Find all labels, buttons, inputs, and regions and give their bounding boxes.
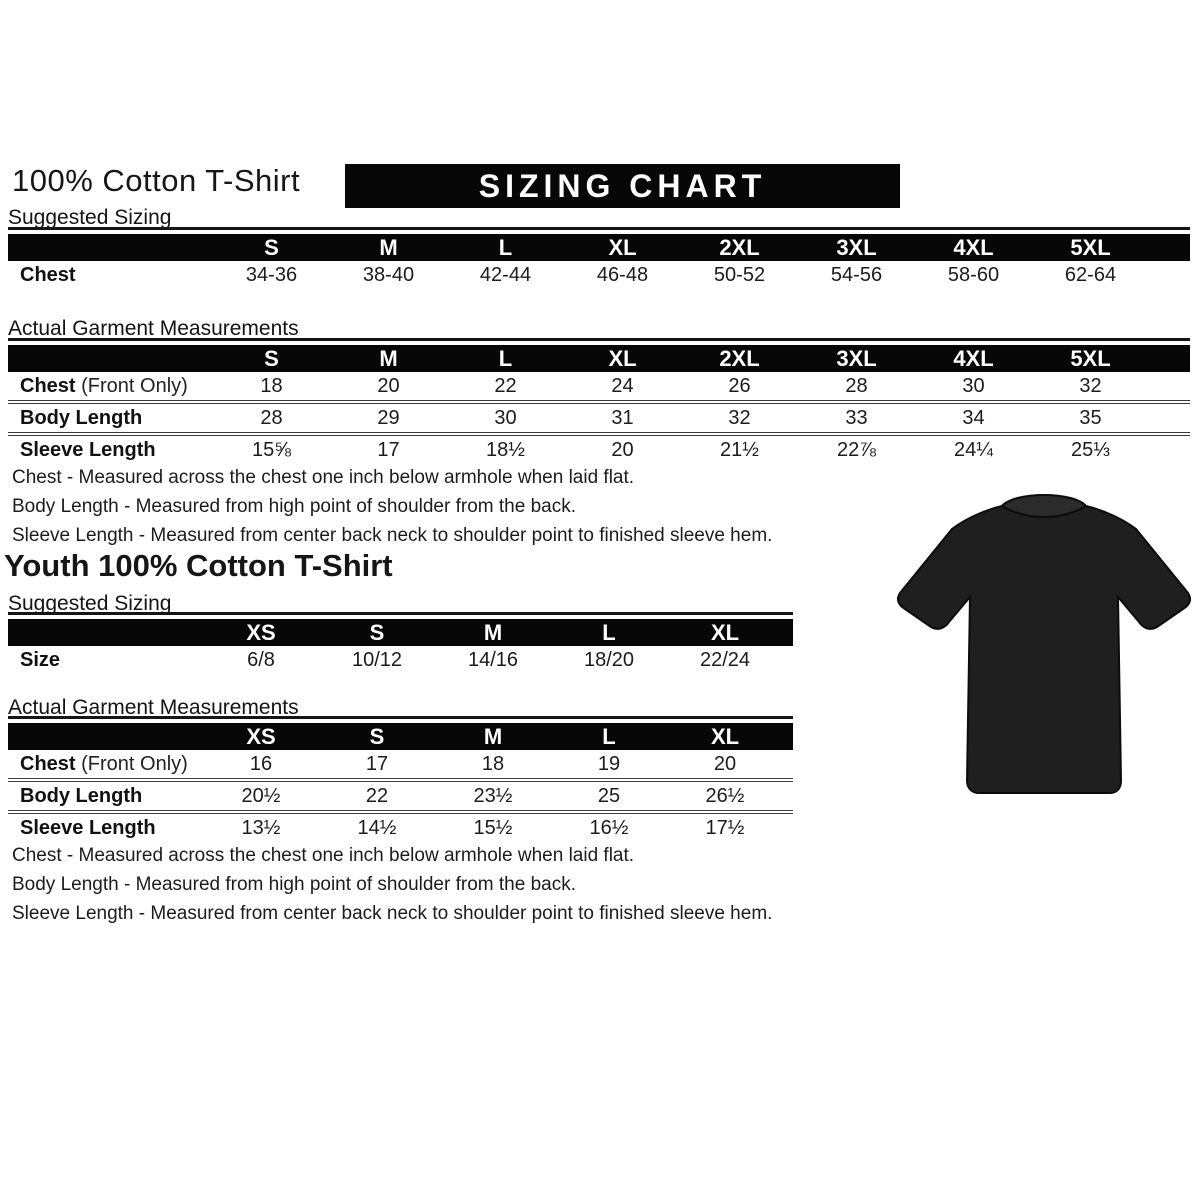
value-cell: 20 (377, 374, 400, 397)
adult-suggested-sizing-label: Suggested Sizing (8, 206, 172, 229)
adult-measurement-notes (12, 463, 772, 550)
size-column-header: S (319, 723, 435, 750)
value-cell: 31 (564, 402, 681, 434)
header-spacer-cell (8, 234, 213, 261)
youth-measurements-table (8, 716, 793, 842)
row-label: Chest (20, 752, 76, 775)
table-row (8, 750, 793, 780)
size-column-header: M (330, 345, 447, 372)
value-cell: 13½ (203, 812, 319, 842)
table-row (8, 646, 793, 674)
size-column-header: S (213, 234, 330, 261)
spacer-cell (783, 812, 793, 842)
row-label-cell (8, 646, 203, 674)
value-cell: 20 (564, 434, 681, 464)
value-cell: 33 (798, 402, 915, 434)
size-column-header: XS (203, 619, 319, 646)
value-cell: 18/20 (583, 648, 635, 671)
value-cell: 28 (845, 374, 868, 397)
header-spacer-cell (783, 619, 793, 646)
value-cell: 20½ (203, 780, 319, 812)
adult-measurements-table (8, 338, 1190, 464)
value-cell: 21½ (681, 434, 798, 464)
size-column-header: 2XL (681, 345, 798, 372)
value-cell: 16½ (551, 812, 667, 842)
note-line: Sleeve Length - Measured from center back neck to shoulder point to finished sleeve hem. (12, 903, 773, 924)
value-cell: 18½ (447, 434, 564, 464)
value-cell: 28 (213, 402, 330, 434)
value-cell: 50-52 (713, 263, 766, 286)
size-column-header: S (213, 345, 330, 372)
header-spacer-cell (8, 619, 203, 646)
spacer-cell (1149, 434, 1190, 464)
size-column-header: L (447, 345, 564, 372)
header-row (8, 619, 793, 646)
header-spacer-cell (8, 345, 213, 372)
size-column-header: XS (203, 723, 319, 750)
row-label-suffix: (Front Only) (75, 752, 188, 775)
sizing-chart-banner-label: SIZING CHART (478, 167, 767, 204)
table (8, 345, 1190, 464)
value-cell: 14/16 (467, 648, 519, 671)
spacer-cell (783, 750, 793, 780)
note-line: Chest - Measured across the chest one inch below armhole when laid flat. (12, 845, 635, 866)
value-cell: 25⅓ (1032, 434, 1149, 464)
tshirt-image (893, 486, 1195, 806)
value-cell: 38-40 (362, 263, 415, 286)
youth-measurements-label: Actual Garment Measurements (8, 696, 299, 719)
youth-suggested-sizing-label: Suggested Sizing (8, 592, 172, 615)
value-cell: 22/24 (699, 648, 751, 671)
value-cell: 17 (330, 434, 447, 464)
value-cell: 6/8 (247, 648, 275, 671)
value-cell: 22⅞ (798, 434, 915, 464)
size-column-header: L (551, 723, 667, 750)
spacer-cell (1149, 261, 1190, 289)
value-cell: 23½ (435, 780, 551, 812)
value-cell: 15⅝ (213, 434, 330, 464)
header-row (8, 345, 1190, 372)
sizing-chart-banner (345, 164, 900, 208)
value-cell: 62-64 (1064, 263, 1117, 286)
table-row (8, 372, 1190, 402)
youth-measurement-notes (12, 841, 772, 928)
note-line: Body Length - Measured from high point of shoulder from the back. (12, 496, 576, 517)
size-column-header: 5XL (1032, 345, 1149, 372)
size-column-header: M (435, 619, 551, 646)
value-cell: 54-56 (830, 263, 883, 286)
size-column-header: 2XL (681, 234, 798, 261)
value-cell: 26 (728, 374, 751, 397)
value-cell: 25 (551, 780, 667, 812)
value-cell: 10/12 (351, 648, 403, 671)
table (8, 619, 793, 674)
value-cell: 17 (365, 752, 389, 775)
size-column-header: XL (667, 619, 783, 646)
note-line: Sleeve Length - Measured from center back neck to shoulder point to finished sleeve hem. (12, 525, 773, 546)
value-cell: 26½ (667, 780, 783, 812)
spacer-cell (783, 780, 793, 812)
value-cell: 20 (713, 752, 737, 775)
youth-suggested-sizing-table (8, 612, 793, 674)
header-spacer-cell (783, 723, 793, 750)
value-cell: 35 (1032, 402, 1149, 434)
row-label: Chest (20, 263, 76, 286)
row-label-cell (8, 812, 203, 842)
value-cell: 34-36 (245, 263, 298, 286)
header-row (8, 723, 793, 750)
row-label-cell (8, 402, 213, 434)
value-cell: 15½ (435, 812, 551, 842)
spacer-cell (783, 646, 793, 674)
value-cell: 32 (1079, 374, 1102, 397)
size-column-header: XL (564, 345, 681, 372)
row-label: Size (20, 648, 61, 671)
value-cell: 24¼ (915, 434, 1032, 464)
row-label-cell (8, 372, 213, 402)
tshirt-body-shape (898, 506, 1190, 793)
size-column-header: 3XL (798, 234, 915, 261)
row-label: Chest (20, 374, 76, 397)
table-row (8, 780, 793, 812)
note-line: Body Length - Measured from high point of shoulder from the back. (12, 874, 576, 895)
table-row (8, 402, 1190, 434)
size-column-header: M (435, 723, 551, 750)
size-column-header: 4XL (915, 345, 1032, 372)
size-column-header: S (319, 619, 435, 646)
value-cell: 16 (249, 752, 273, 775)
value-cell: 34 (915, 402, 1032, 434)
row-label: Sleeve Length (20, 816, 156, 839)
row-label-suffix: (Front Only) (75, 374, 188, 397)
value-cell: 46-48 (596, 263, 649, 286)
table-row (8, 434, 1190, 464)
row-label-cell (8, 261, 213, 289)
row-label-cell (8, 780, 203, 812)
spacer-cell (1149, 402, 1190, 434)
size-column-header: 3XL (798, 345, 915, 372)
value-cell: 42-44 (479, 263, 532, 286)
value-cell: 14½ (319, 812, 435, 842)
adult-suggested-sizing-table (8, 227, 1190, 289)
size-column-header: L (551, 619, 667, 646)
adult-measurements-label: Actual Garment Measurements (8, 317, 299, 340)
header-spacer-cell (1149, 234, 1190, 261)
row-label-cell (8, 750, 203, 780)
row-label: Body Length (20, 784, 143, 807)
size-column-header: XL (667, 723, 783, 750)
value-cell: 32 (681, 402, 798, 434)
table-row (8, 812, 793, 842)
value-cell: 24 (611, 374, 634, 397)
value-cell: 58-60 (947, 263, 1000, 286)
value-cell: 18 (260, 374, 283, 397)
size-column-header: M (330, 234, 447, 261)
header-spacer-cell (8, 723, 203, 750)
value-cell: 29 (330, 402, 447, 434)
row-label-cell (8, 434, 213, 464)
value-cell: 17½ (667, 812, 783, 842)
size-column-header: L (447, 234, 564, 261)
tshirt-graphic (893, 486, 1195, 806)
table-row (8, 261, 1190, 289)
spacer-cell (1149, 372, 1190, 402)
value-cell: 30 (447, 402, 564, 434)
value-cell: 18 (481, 752, 505, 775)
header-row (8, 234, 1190, 261)
value-cell: 19 (597, 752, 621, 775)
size-column-header: 5XL (1032, 234, 1149, 261)
value-cell: 22 (319, 780, 435, 812)
value-cell: 30 (962, 374, 985, 397)
size-column-header: 4XL (915, 234, 1032, 261)
note-line: Chest - Measured across the chest one inch below armhole when laid flat. (12, 467, 635, 488)
header-spacer-cell (1149, 345, 1190, 372)
row-label: Body Length (20, 406, 143, 429)
size-column-header: XL (564, 234, 681, 261)
row-label: Sleeve Length (20, 438, 156, 461)
value-cell: 22 (494, 374, 517, 397)
youth-section-title: Youth 100% Cotton T-Shirt (4, 548, 393, 583)
table (8, 234, 1190, 289)
table (8, 723, 793, 842)
page-title: 100% Cotton T-Shirt (12, 163, 301, 198)
